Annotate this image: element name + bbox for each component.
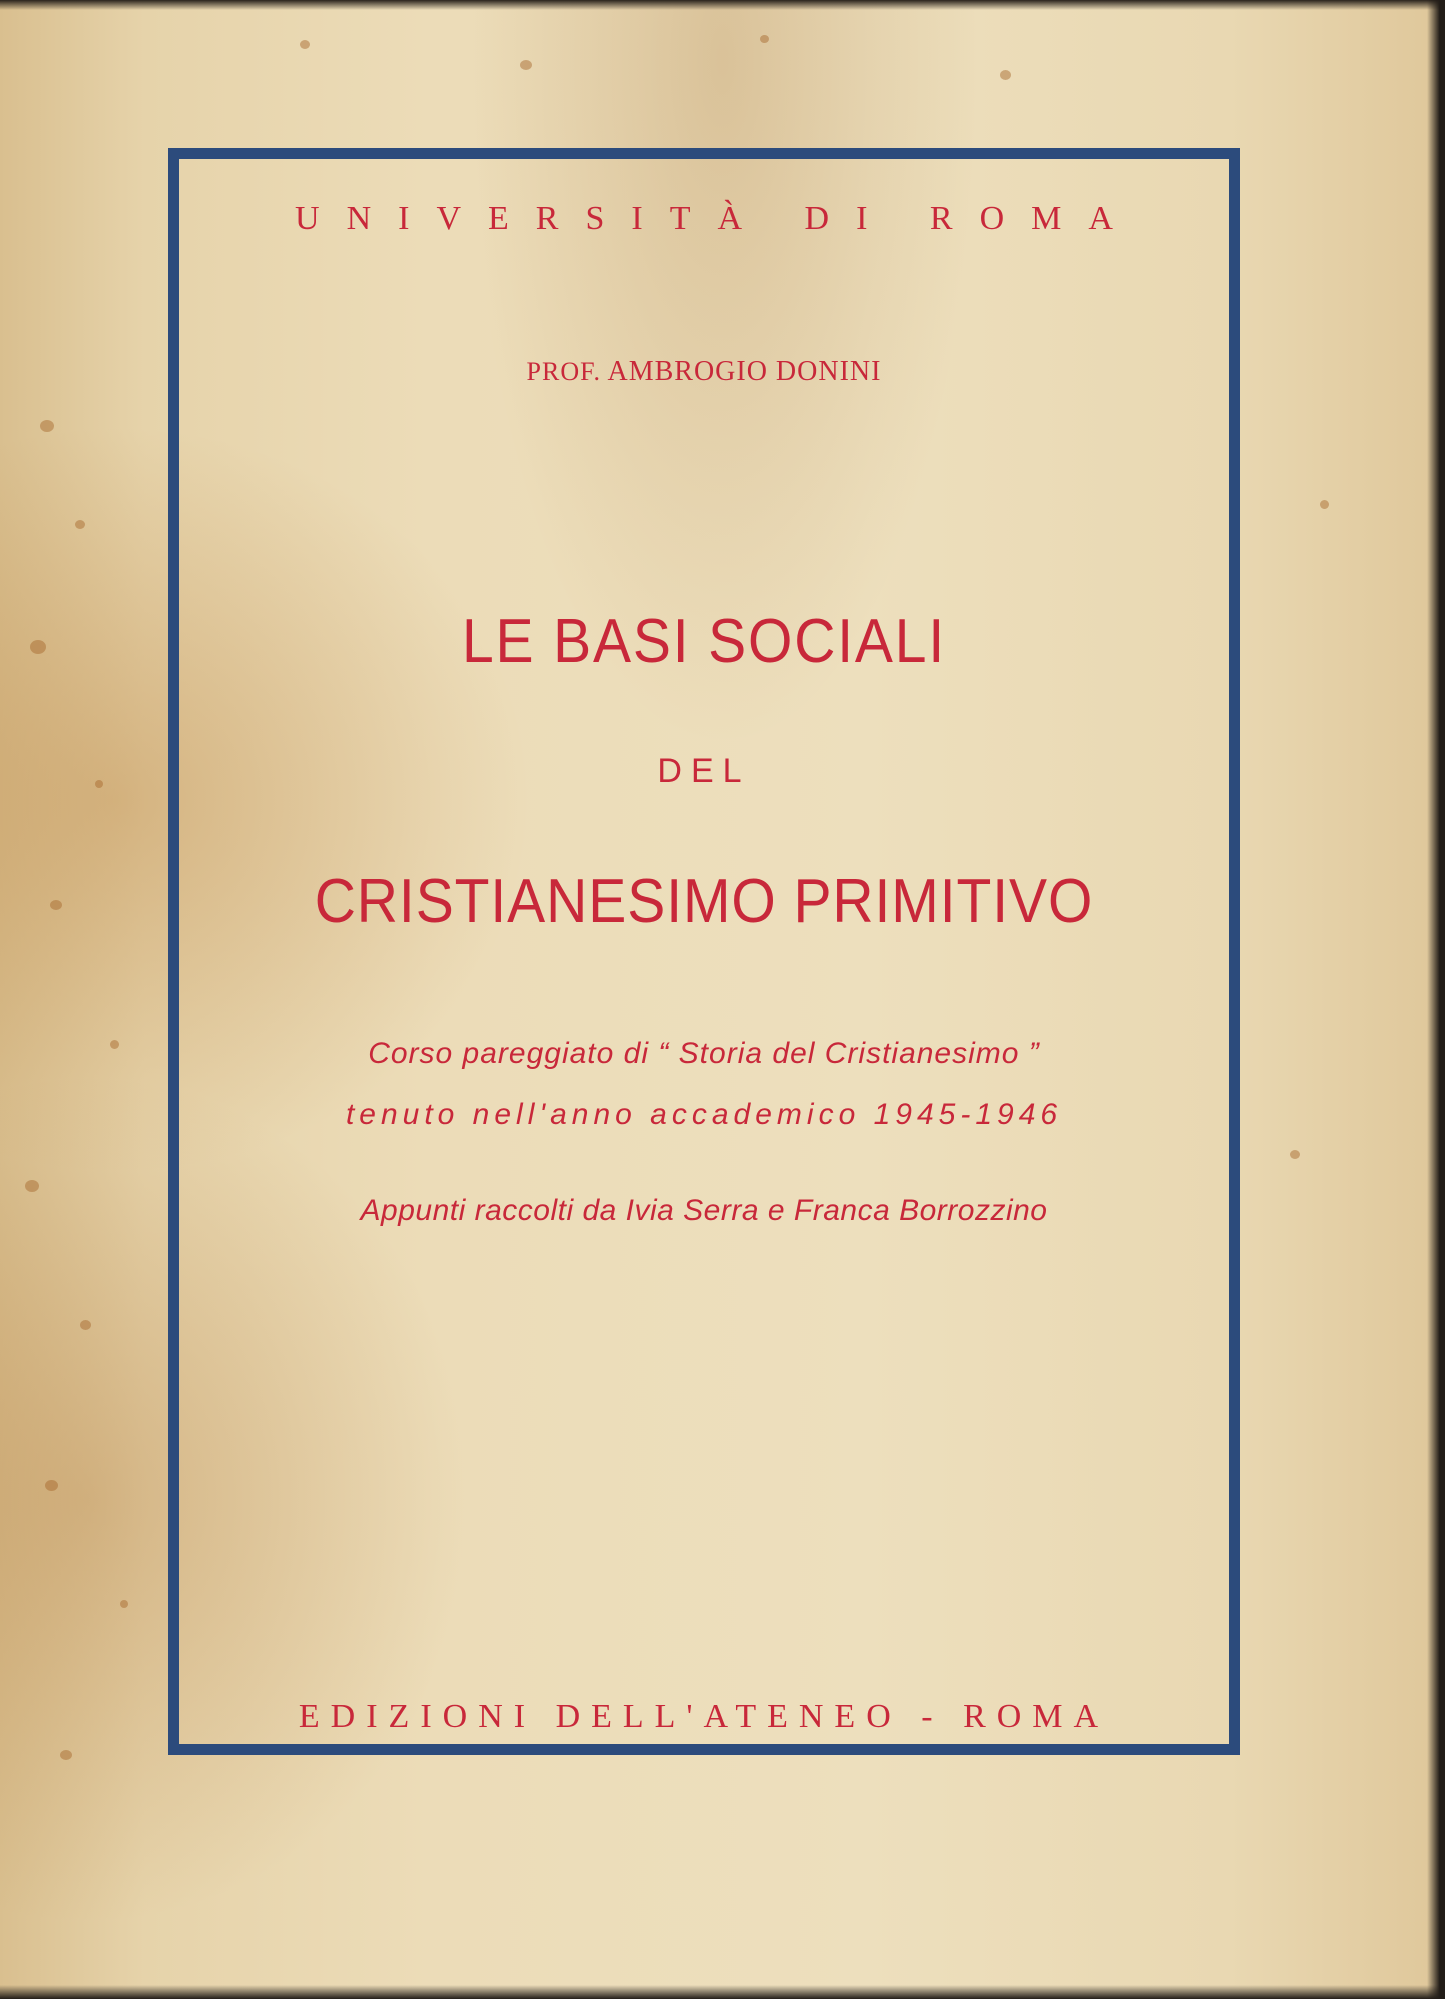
author-prefix: PROF. [526,357,601,386]
foxing-spot [25,1180,39,1192]
course-description-line-1: Corso pareggiato di “ Storia del Cristianesimo ” [368,1037,1040,1070]
foxing-spot [60,1750,72,1760]
foxing-spot [30,640,46,654]
course-description-line-2: tenuto nell'anno accademico 1945-1946 [345,1098,1063,1131]
publisher-line: EDIZIONI DELL'ATENEO - ROMA [298,1698,1110,1735]
foxing-spot [45,1480,58,1491]
author-line [168,356,1240,388]
title-line-2: DEL [657,752,751,790]
foxing-spot [520,60,532,70]
foxing-spot [95,780,103,788]
scan-edge-top [0,0,1445,10]
foxing-spot [1290,1150,1300,1159]
foxing-spot [760,35,769,43]
foxing-spot [40,420,54,432]
blue-border-frame [168,148,1240,1755]
foxing-spot [300,40,310,49]
foxing-spot [75,520,85,529]
title-line-1: LE BASI SOCIALI [461,607,947,676]
foxing-spot [50,900,62,910]
title-line-3: CRISTIANESIMO PRIMITIVO [314,867,1094,936]
foxing-spot [1320,500,1329,509]
foxing-spot [1000,70,1011,80]
foxing-spot [110,1040,119,1049]
author-name: AMBROGIO DONINI [607,356,882,387]
scan-edge-right [1427,0,1445,1999]
scan-edge-bottom [0,1985,1445,1999]
foxing-spot [120,1600,128,1608]
foxing-spot [80,1320,91,1330]
university-heading: UNIVERSITÀ DI ROMA [295,200,1140,237]
notes-credit-line: Appunti raccolti da Ivia Serra e Franca Borrozzino [360,1194,1048,1227]
